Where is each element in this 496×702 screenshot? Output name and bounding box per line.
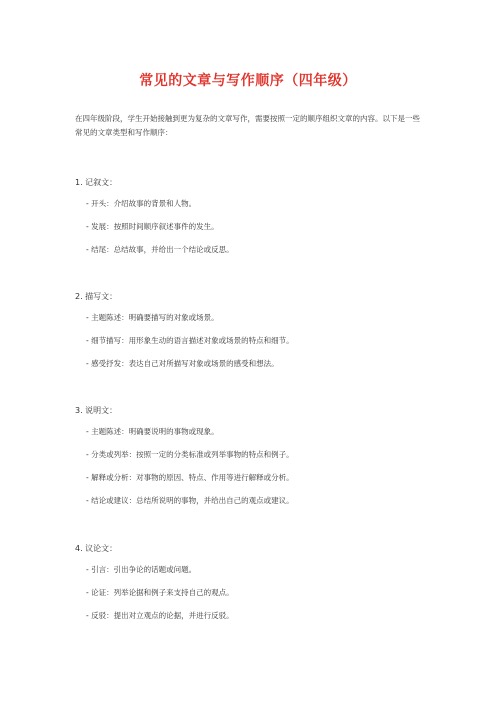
- intro-paragraph: 在四年级阶段，学生开始接触到更为复杂的文章写作，需要按照一定的顺序组织文章的内容。以下是一些常见的文章类型和写作顺序：: [75, 114, 420, 137]
- list-item: - 结论或建议：总结所说明的事物，并给出自己的观点或建议。: [86, 496, 294, 505]
- list-item: - 论证：列举论据和例子来支持自己的观点。: [86, 588, 234, 597]
- list-item: - 主题陈述：明确要说明的事物或现象。: [86, 427, 219, 436]
- section-narrative: [75, 177, 435, 256]
- section-descriptive: [75, 291, 435, 370]
- section-expository: [75, 405, 435, 507]
- list-item: - 细节描写：用形象生动的语言描述对象或场景的特点和细节。: [86, 336, 294, 345]
- section-heading: 3. 说明文：: [75, 406, 118, 415]
- section-argumentative: [75, 543, 435, 622]
- list-item: - 解释或分析：对事物的原因、特点、作用等进行解释或分析。: [86, 473, 294, 482]
- list-item: - 发展：按照时间顺序叙述事件的发生。: [86, 222, 219, 231]
- list-item: - 感受抒发：表达自己对所描写对象或场景的感受和想法。: [86, 359, 279, 368]
- list-item: - 开头：介绍故事的背景和人物。: [86, 199, 197, 208]
- list-item: - 结尾：总结故事，并给出一个结论或反思。: [86, 245, 234, 254]
- section-heading: 2. 描写文：: [75, 292, 118, 301]
- list-item: - 主题陈述：明确要描写的对象或场景。: [86, 313, 219, 322]
- list-item: - 分类或列举：按照一定的分类标准或列举事物的特点和例子。: [86, 450, 294, 459]
- section-heading: 4. 议论文：: [75, 544, 118, 553]
- list-item: - 引言：引出争论的话题或问题。: [86, 565, 197, 574]
- page-title: 常见的文章与写作顺序（四年级）: [139, 73, 357, 89]
- list-item: - 反驳：提出对立观点的论据，并进行反驳。: [86, 611, 234, 620]
- section-heading: 1. 记叙文：: [75, 178, 118, 187]
